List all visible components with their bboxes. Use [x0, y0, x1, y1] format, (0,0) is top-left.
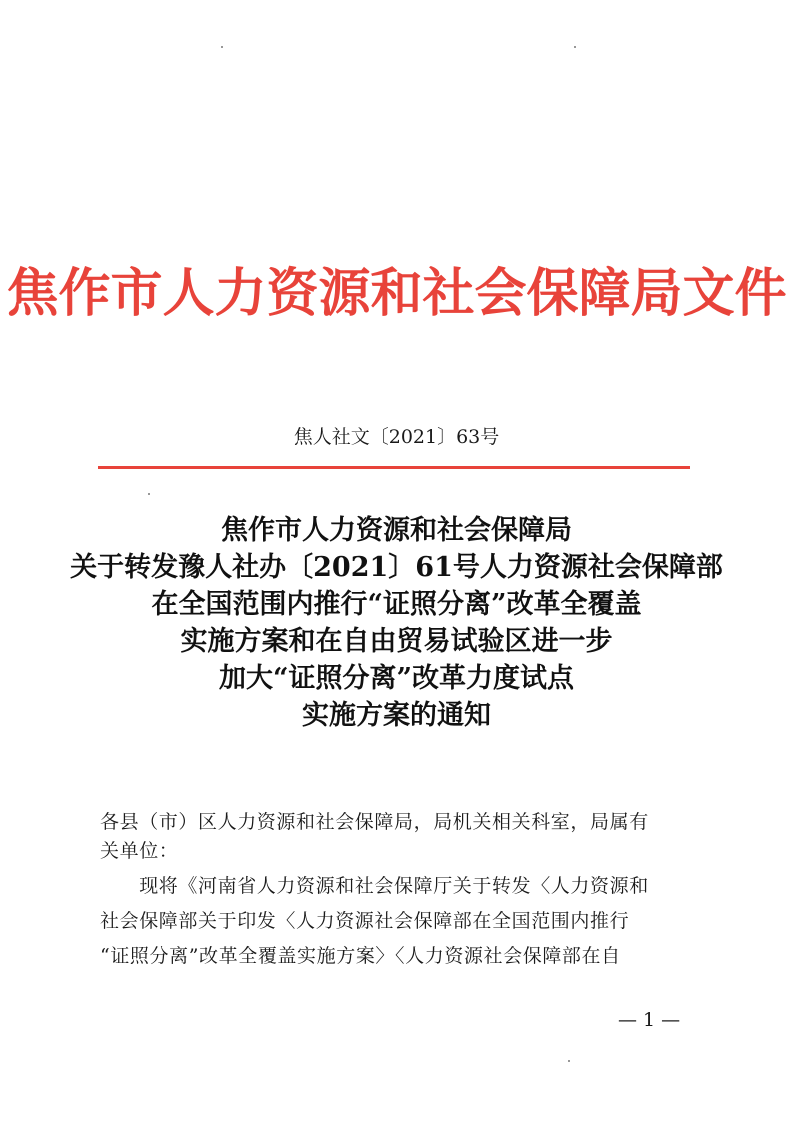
page-number: — 1 — [618, 1009, 681, 1031]
title-line: 实施方案和在自由贸易试验区进一步 [180, 626, 613, 657]
body-line: 社会保障部关于印发〈人力资源社会保障部在全国范围内推行 [100, 910, 630, 932]
scan-speck [148, 493, 150, 495]
red-separator-line [98, 466, 690, 469]
title-line: 加大“证照分离”改革力度试点 [218, 663, 575, 694]
document-header-title: 焦作市人力资源和社会保障局文件 [6, 263, 787, 324]
body-line: 现将《河南省人力资源和社会保障厅关于转发〈人力资源和 [100, 875, 649, 897]
title-line: 焦作市人力资源和社会保障局 [221, 515, 572, 546]
document-body [100, 808, 700, 971]
body-line: 各县（市）区人力资源和社会保障局，局机关相关科室，局属有 [100, 811, 649, 833]
title-line: 关于转发豫人社办〔2021〕61号人力资源社会保障部 [70, 552, 723, 583]
scan-speck [221, 46, 223, 48]
body-line: “证照分离”改革全覆盖实施方案〉〈人力资源社会保障部在自 [100, 945, 621, 967]
title-line: 在全国范围内推行“证照分离”改革全覆盖 [151, 589, 642, 620]
scan-speck [574, 46, 576, 48]
title-line: 实施方案的通知 [302, 700, 491, 731]
scan-speck [568, 1060, 570, 1062]
document-number: 焦人社文〔2021〕63号 [293, 426, 500, 448]
document-title [60, 512, 733, 734]
body-line: 关单位： [100, 840, 179, 862]
